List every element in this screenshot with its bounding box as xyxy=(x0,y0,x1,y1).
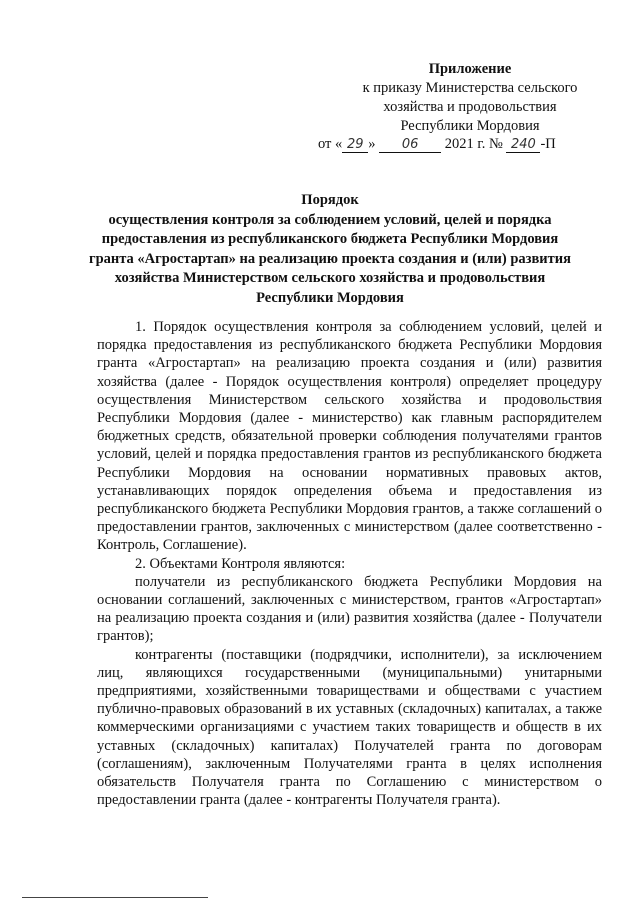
appendix-line-1: к приказу Министерства сельского xyxy=(362,80,578,96)
appendix-line-3: Республики Мордовия xyxy=(400,118,540,134)
document-body xyxy=(97,318,602,809)
appendix-line-2: хозяйства и продовольствия xyxy=(383,99,557,115)
order-number: 240 xyxy=(506,138,540,153)
title-line-6: Республики Мордовия xyxy=(256,289,404,306)
title-line-3: предоставления из республиканского бюджета Республики Мордовия xyxy=(101,231,559,247)
order-date-line xyxy=(318,134,618,154)
title-line-2: осуществления контроля за соблюдением условий, целей и порядка xyxy=(108,211,552,228)
paragraph-4: контрагенты (поставщики (подрядчики, исполнители), за исключением лиц, являющихся государственными (муниципальными) унитарными предприятиями, хозяйственными товариществами и обществами с участием публично-правовых образований в их уставных (складочных) капиталах, а также коммерческими организациями с участием таких товариществ и обществ в их уставных (складочных) капиталах) Получателей гранта по договорам (соглашениям), заключенным Получателями гранта в целях исполнения обязательств Получателя гранта по Соглашению с министерством о предоставлении гранта (далее - контрагенты Получателя гранта). xyxy=(97,646,602,809)
order-number-suffix: -П xyxy=(540,136,556,152)
title-line-4: гранта «Агростартап» на реализацию проекта создания и (или) развития xyxy=(89,250,571,267)
appendix-heading: Приложение xyxy=(428,61,512,77)
date-mid-2: 2021 г. № xyxy=(441,136,507,152)
date-prefix: от « xyxy=(318,136,343,152)
footnote-separator xyxy=(22,897,208,898)
title-line-5: хозяйства Министерством сельского хозяйства и продовольствия xyxy=(114,270,546,286)
date-day: 29 xyxy=(342,138,368,153)
appendix-block xyxy=(330,60,610,136)
paragraph-1: 1. Порядок осуществления контроля за соблюдением условий, целей и порядка предоставления из республиканского бюджета Республики Мордовия гранта «Агростартап» на реализацию проекта создания и (или) развития хозяйства (далее - Порядок осуществления контроля) определяет процедуру осуществления Министерством сельского хозяйства и продовольствия Республики Мордовия (далее - министерство) как главным распорядителем бюджетных средств, обязательной проверки соблюдения получателями грантов условий, целей и порядка предоставления грантов из республиканского бюджета Республики Мордовия на основании нормативных правовых актов, устанавливающих порядок определения объема и предоставления из республиканского бюджета Республики Мордовия грантов, а также соглашений о предоставлении грантов, заключенных с министерством (далее соответственно - Контроль, Соглашение). xyxy=(97,319,602,554)
paragraph-2: 2. Объектами Контроля являются: xyxy=(135,555,346,572)
title-line-1: Порядок xyxy=(301,192,359,208)
paragraph-3: получатели из республиканского бюджета Республики Мордовия на основании соглашений, заключенных с министерством, грантов «Агростартап» на реализацию проекта создания и (или) развития хозяйства (далее - Получатели грантов); xyxy=(97,573,602,645)
date-month: 06 xyxy=(379,138,441,153)
document-title xyxy=(60,191,600,308)
date-mid-1: » xyxy=(368,136,380,152)
